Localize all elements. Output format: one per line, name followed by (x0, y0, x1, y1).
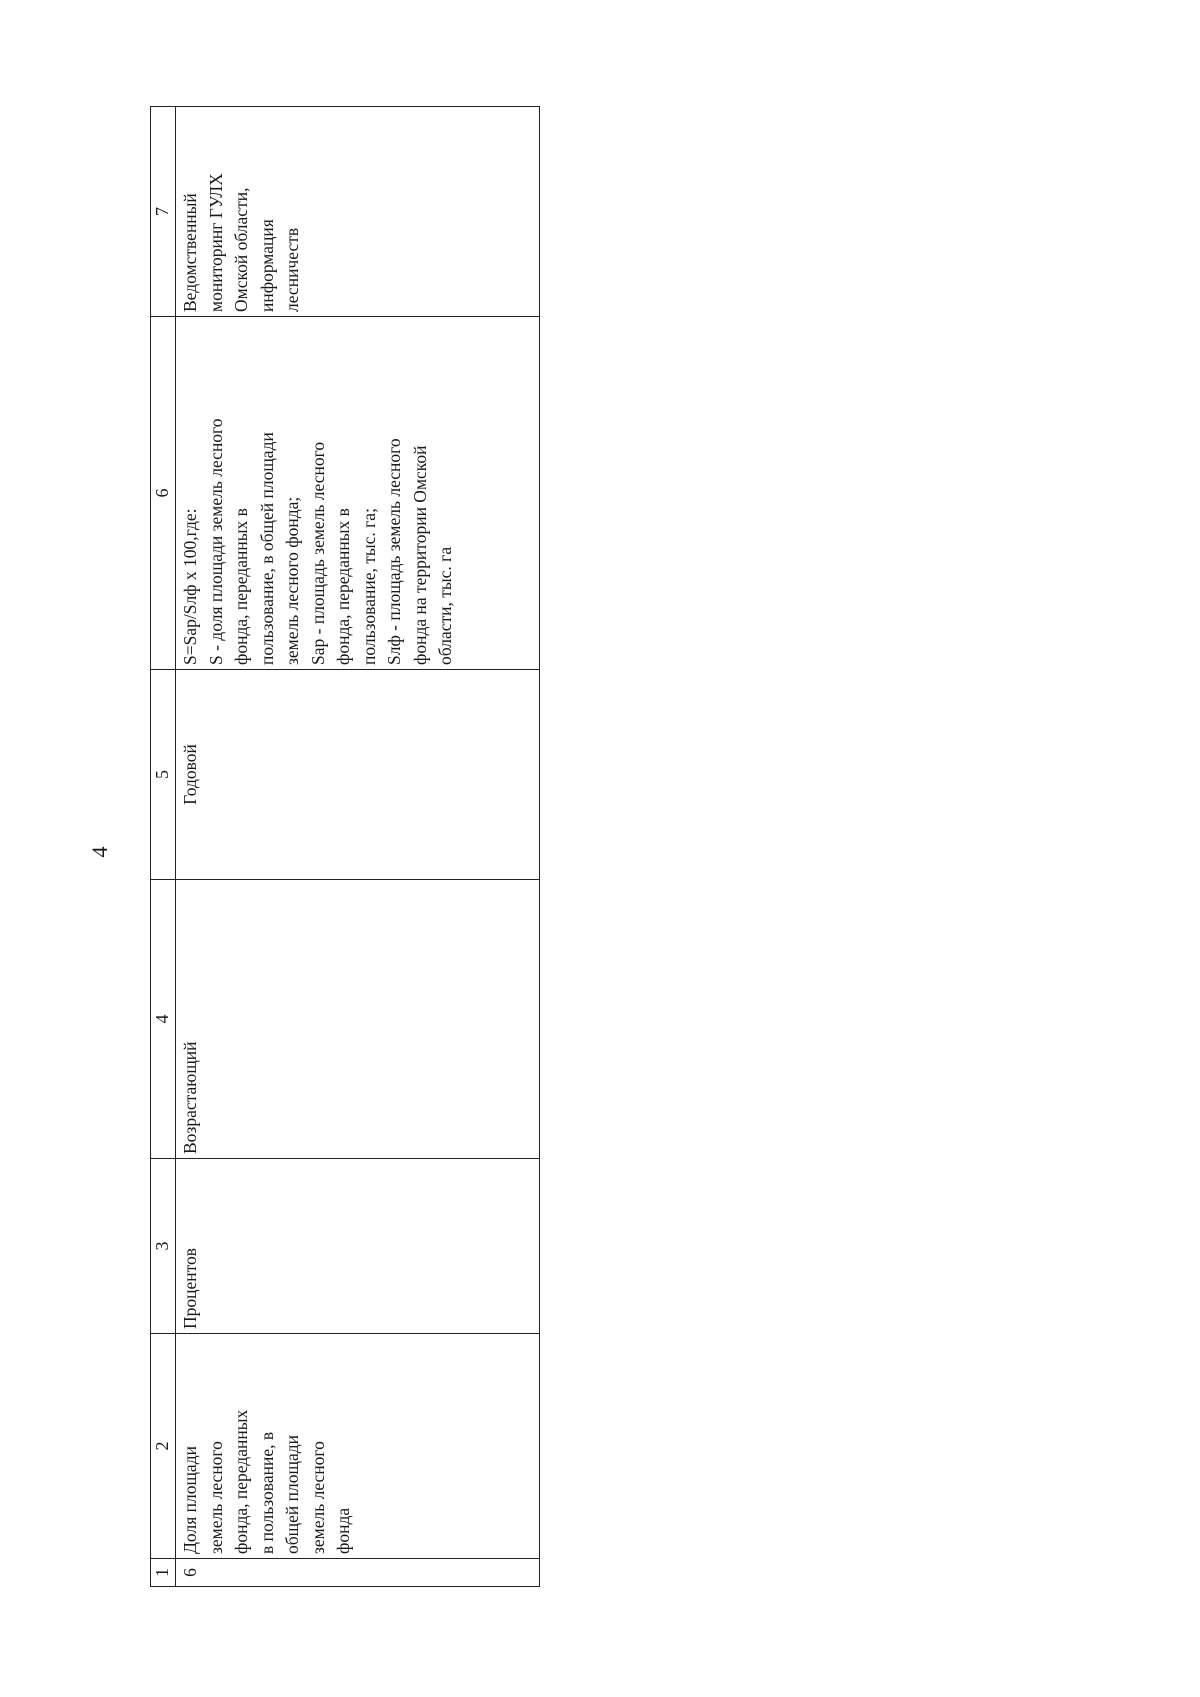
indicator-table-wrapper (150, 107, 540, 1587)
table-header-row (151, 107, 176, 1587)
column-header-5: 5 (151, 670, 176, 880)
column-header-6: 6 (151, 317, 176, 670)
periodicity-cell: Годовой (176, 670, 540, 880)
column-header-7: 7 (151, 107, 176, 317)
column-header-3: 3 (151, 1159, 176, 1334)
column-header-2: 2 (151, 1334, 176, 1559)
page-number: 4 (87, 846, 112, 858)
indicator-table (150, 106, 540, 1587)
unit-cell: Процентов (176, 1159, 540, 1334)
indicator-name-cell: Доля площади земель лесного фонда, переданных в пользование, в общей площади земель лесного фонда (176, 1334, 540, 1559)
trend-cell: Возрастающий (176, 880, 540, 1159)
row-number-cell: 6 (176, 1559, 540, 1587)
source-cell: Ведомственный мониторинг ГУЛХ Омской области, информация лесничеств (176, 107, 540, 317)
column-header-1: 1 (151, 1559, 176, 1587)
column-header-4: 4 (151, 880, 176, 1159)
formula-cell: S=Sap/Sлф x 100,где: S - доля площади земель лесного фонда, переданных в пользование, в общей площади земель лесного фонда; Sap - площадь земель лесного фонда, переданных в пользование, тыс. га; Sлф - площадь земель лесного фонда на территории Омской области, тыс. га (176, 317, 540, 670)
table-row (176, 107, 540, 1587)
